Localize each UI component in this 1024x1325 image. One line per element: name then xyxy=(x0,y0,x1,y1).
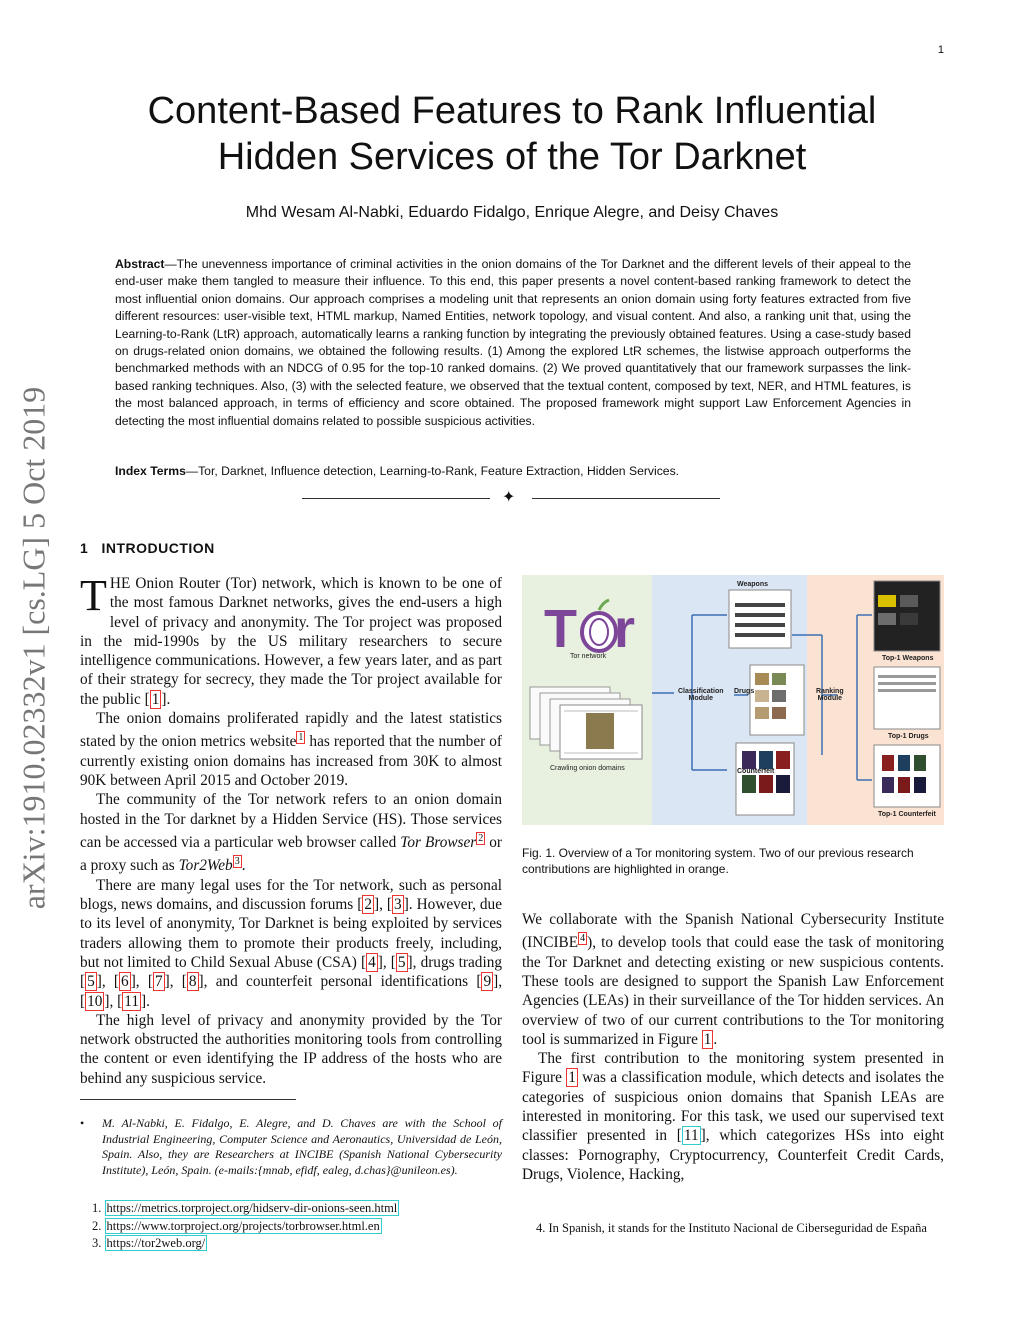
abstract-label: Abstract xyxy=(115,257,165,271)
counterfeit-label: Counterfeit xyxy=(737,768,775,775)
footnote-1: 1. https://metrics.torproject.org/hidserv-dir-onions-seen.html xyxy=(92,1201,398,1215)
intro-paragraph-5: The high level of privacy and anonymity provided by the Tor network obstructed the authorities monitoring tools from controlling the content or even identifying the IP address of the hosts who are behind any suspicious service. xyxy=(80,1011,502,1087)
abstract xyxy=(115,256,911,430)
title-line-2: Hidden Services of the Tor Darknet xyxy=(217,136,807,178)
section-title: INTRODUCTION xyxy=(101,540,215,556)
citation-link[interactable]: 1 xyxy=(151,690,160,708)
figure-caption: Fig. 1. Overview of a Tor monitoring system. Two of our previous research contributions are highlighted in orange. xyxy=(522,846,914,876)
index-terms-label: Index Terms xyxy=(115,464,186,478)
footnote-link[interactable]: 3 xyxy=(234,856,240,868)
intro-paragraph-1: THE Onion Router (Tor) network, which is known to be one of the most famous Darknet networks, gives the end-users a high level of privacy and anonymity. The Tor project was proposed in the mid-1990s by the US military researchers to secure intelligence communications. However, a few years later, and as part of their strategy for secrecy, they made the Tor project available for the public [ 1 ]. xyxy=(80,571,502,708)
intro-paragraph-2: The onion domains proliferated rapidly and the latest statistics stated by the onion metrics website $^1$ has reported that the number of currently existing onion domains has increased from 30K to almost 90K between April 2015 and October 2019. xyxy=(80,710,502,790)
abstract-text: —The unevenness importance of criminal activities in the onion domains of the Tor Darknet and the different levels of their appeal to the end-user make them tangled to measure their influence. To this end, this paper presents a novel content-based ranking framework to detect the most influential onion domains. Our approach comprises a modeling unit that represents an onion domain using forty features extracted from five different resources: user-visible text, HTML markup, Named Entities, network topology, and visual content. And also, a ranking unit that, using the Learning-to-Rank (LtR) approach, automatically learns a ranking function by integrating the previously obtained features. Using a case-study based on drugs-related onion domains, we obtained the following results. (1) Among the explored LtR schemes, the listwise approach outperforms the benchmarked methods with an NDCG of 0.95 for the top-10 ranked domains. (2) We proved quantitatively that our framework surpasses the link-based ranking techniques. Also, (3) with the selected feature, we observed that the textual content, composed by text, NER, and HTML features, is the most balanced approach, in terms of efficiency and score obtained. The proposed framework might support Law Enforcement Agencies in detecting the most influential domains related to possible suspicious activities. xyxy=(115,257,911,428)
tor-monitoring-diagram xyxy=(522,575,944,825)
section-separator xyxy=(302,487,722,506)
page-number: 1 xyxy=(937,44,944,56)
citation-link[interactable]: 7 xyxy=(154,973,163,991)
citation-link[interactable]: 11 xyxy=(683,1127,699,1145)
citation-link[interactable]: 4 xyxy=(368,953,376,971)
weapons-label: Weapons xyxy=(737,581,768,588)
footnote-4: 4. In Spanish, it stands for the Instituto Nacional de Ciberseguridad de España xyxy=(536,1221,927,1235)
figure-link[interactable]: 1 xyxy=(703,1030,712,1048)
svg-text:r: r xyxy=(614,599,636,659)
svg-text:T: T xyxy=(544,599,577,659)
affiliation-note xyxy=(80,1116,502,1178)
weapons-thumb xyxy=(729,590,791,648)
intro-paragraph-3: The community of the Tor network refers to an onion domain hosted in the Tor darknet by a Hidden Service (HS). Those services can be accessed via a particular web browser called Tor Browser $^2$ or a proxy such as Tor2Web $^3$ . xyxy=(80,791,502,875)
index-terms-text: —Tor, Darknet, Influence detection, Learning-to-Rank, Feature Extraction, Hidden Services. xyxy=(185,464,680,478)
footnote-link[interactable]: 1 xyxy=(298,732,304,744)
citation-link[interactable]: 8 xyxy=(188,973,197,991)
title-line-1: Content-Based Features to Rank Influential xyxy=(147,90,877,132)
footnote-3: 3. https://tor2web.org/ xyxy=(92,1236,206,1250)
top1-counterfeit-thumb xyxy=(874,745,940,807)
footnote-rule xyxy=(80,1099,296,1100)
footnote-link[interactable]: 4 xyxy=(580,933,586,945)
index-terms xyxy=(115,464,911,478)
authors: Mhd Wesam Al-Nabki, Eduardo Fidalgo, Enrique Alegre, and Deisy Chaves xyxy=(245,204,779,221)
tor-network-label: Tor network xyxy=(570,653,607,660)
classification-module-label: Classification Module xyxy=(678,688,724,702)
bullet: • xyxy=(80,1116,85,1130)
footnote-urls xyxy=(92,1200,399,1253)
section-number: 1 xyxy=(80,540,89,556)
footnote-url-link[interactable]: https://tor2web.org/ xyxy=(106,1236,206,1250)
crawling-label: Crawling onion domains xyxy=(550,765,625,772)
left-column xyxy=(80,571,503,1088)
citation-link[interactable]: 3 xyxy=(394,896,402,914)
footnote-link[interactable]: 2 xyxy=(478,832,484,844)
top1-counterfeit-label: Top-1 Counterfeit xyxy=(878,811,936,818)
citation-link[interactable]: 10 xyxy=(87,992,103,1010)
citation-link[interactable]: 11 xyxy=(124,992,139,1010)
citation-link[interactable]: 9 xyxy=(483,973,492,991)
right-paragraph-2: The first contribution to the monitoring system presented in Figure 1 was a classification module, which detects and isolates the categories of suspicious onion domains that Spanish LEAs are interested in monitoring. For this task, we used our supervised text classifier presented in [ 11 ], which categorizes HSs into eight classes: Pornography, Cryptocurrency, Counterfeit Credit Cards, Drugs, Violence, Hacking, xyxy=(522,1050,945,1183)
ranking-module-label: Ranking Module xyxy=(816,688,844,702)
citation-link[interactable]: 2 xyxy=(364,896,373,914)
citation-link[interactable]: 5 xyxy=(87,973,95,991)
arxiv-id: arXiv:1910.02332v1 [cs.LG] 5 Oct 2019 xyxy=(15,386,52,909)
citation-link[interactable]: 6 xyxy=(121,973,129,991)
footnote-url-link[interactable]: https://www.torproject.org/projects/torbrowser.html.en xyxy=(106,1218,380,1233)
intro-paragraph-4: There are many legal uses for the Tor network, such as personal blogs, news domains, and discussion forums [ 2 ], [ 3 ]. However, due to its level of anonymity, Tor Darknet is being exploited by services traders allowing them to promote their products freely, including, but not limited to Child Sexual Abuse (CSA) [ 4 ], [ 5 ], drugs trading [ 5 ], [ 6 ], [ 7 ], [ 8 ], and counterfeit personal identifications [ 9 ], [ 10 ], [ 11 ]. xyxy=(80,876,503,1010)
paper-title xyxy=(80,88,944,180)
footnote-2: 2. https://www.torproject.org/projects/torbrowser.html.en xyxy=(92,1218,380,1233)
figure-link[interactable]: 1 xyxy=(568,1069,576,1087)
affiliation-text: M. Al-Nabki, E. Fidalgo, E. Alegre, and D. Chaves are with the School of Industrial Engineering, Computer Science and Aeronautics, Universidad de León, Spain. Also, they are Researchers at INCIBE (Spanish National Cybersecurity Institute), León, Spain. (e-mails:{mnab, efidf, ealeg, d.chas}@unileon.es). xyxy=(102,1116,502,1177)
top1-drugs-label: Top-1 Drugs xyxy=(888,733,929,740)
section-heading xyxy=(80,540,215,556)
right-column xyxy=(522,910,944,1184)
right-paragraph-1: We collaborate with the Spanish National Cybersecurity Institute (INCIBE $^4$ ), to develop tools that could ease the task of monitoring the Tor Darknet and detecting existing or new suspicious contents. These tools are designed to support the Spanish Law Enforcement Agencies (LEAs) in their surveillance of the Tor hidden services. An overview of two of our current contributions to the Tor monitoring tool is summarized in Figure 1 . xyxy=(522,911,944,1048)
arxiv-stamp xyxy=(14,365,54,930)
separator-star-icon: ✦ xyxy=(502,487,516,506)
citation-link[interactable]: 5 xyxy=(397,953,406,971)
figure-1 xyxy=(522,575,944,825)
top1-weapons-label: Top-1 Weapons xyxy=(882,655,934,662)
drugs-label: Drugs xyxy=(734,688,755,695)
footnote-url-link[interactable]: https://metrics.torproject.org/hidserv-dir-onions-seen.html xyxy=(106,1201,398,1215)
drop-cap: T xyxy=(80,571,107,620)
